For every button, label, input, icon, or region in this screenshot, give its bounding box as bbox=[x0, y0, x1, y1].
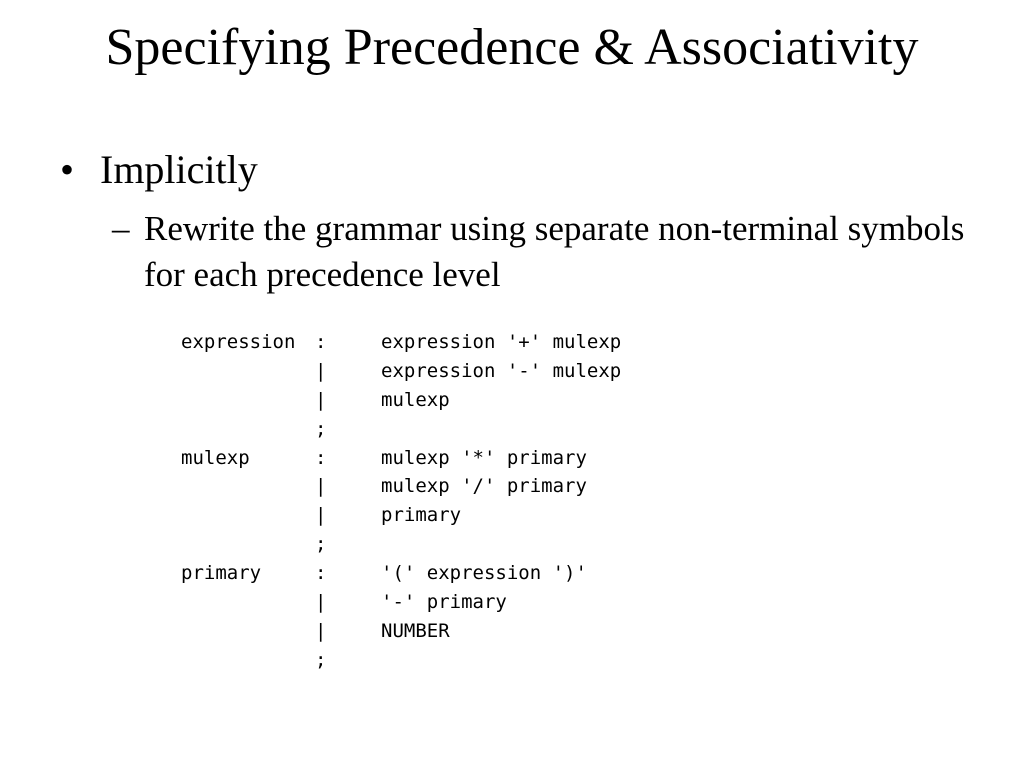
grammar-separator: ; bbox=[315, 533, 327, 556]
grammar-production: '(' expression ')' bbox=[381, 562, 587, 585]
grammar-separator: | bbox=[315, 475, 327, 498]
grammar-nonterminal: primary bbox=[181, 562, 262, 585]
grammar-production: NUMBER bbox=[381, 619, 450, 642]
grammar-separator: : bbox=[315, 562, 327, 585]
grammar-production: mulexp '*' primary bbox=[381, 446, 587, 469]
grammar-separator: ; bbox=[315, 417, 327, 440]
grammar-nonterminal: expression bbox=[181, 331, 296, 353]
grammar-production: '-' primary bbox=[381, 591, 507, 614]
grammar-nonterminal: mulexp bbox=[181, 446, 250, 469]
grammar-separator: | bbox=[315, 619, 327, 642]
grammar-production: mulexp bbox=[381, 388, 450, 411]
grammar-separator: : bbox=[315, 446, 327, 469]
bullet-item bbox=[60, 144, 258, 196]
grammar-separator: | bbox=[315, 591, 327, 614]
grammar-separator: : bbox=[315, 331, 327, 353]
grammar-separator: ; bbox=[315, 648, 327, 671]
bullet-marker: • bbox=[60, 147, 75, 192]
grammar-production: expression '+' mulexp bbox=[381, 331, 622, 353]
bullet-text: Implicitly bbox=[100, 147, 258, 192]
grammar-production: primary bbox=[381, 504, 462, 527]
sub-bullet-item bbox=[112, 206, 992, 298]
slide-title: Specifying Precedence & Associativity bbox=[105, 19, 919, 76]
sub-bullet-marker: – bbox=[112, 209, 130, 248]
sub-bullet-text: Rewrite the grammar using separate non-terminal symbols for each precedence level bbox=[144, 209, 965, 294]
grammar-separator: | bbox=[315, 359, 327, 382]
grammar-production: expression '-' mulexp bbox=[381, 359, 622, 382]
grammar-separator: | bbox=[315, 388, 327, 411]
grammar-production: mulexp '/' primary bbox=[381, 475, 587, 498]
grammar-separator: | bbox=[315, 504, 327, 527]
